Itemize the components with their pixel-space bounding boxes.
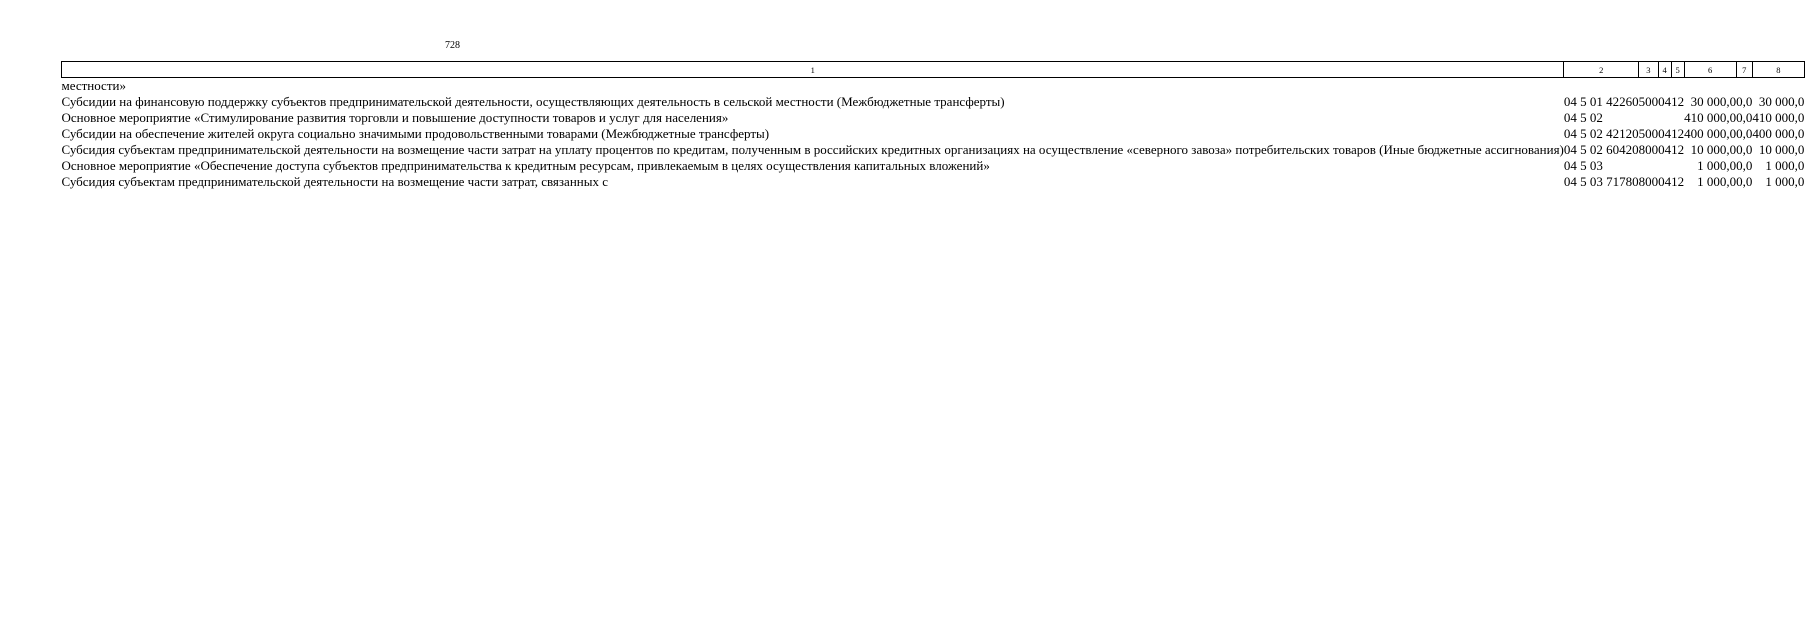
row-value-col6: 1 000,0: [1697, 174, 1737, 189]
row-code: 04 5 02 42120: [1563, 126, 1639, 141]
row-value-col7: 0,0: [1736, 126, 1753, 141]
row-subsection: 12: [1671, 126, 1685, 141]
row-expense-type: [1639, 158, 1659, 174]
table-body: [62, 78, 1805, 191]
row-expense-type: 800: [1638, 142, 1659, 157]
row-subsection: 12: [1671, 142, 1685, 157]
row-value-col6: [1684, 78, 1736, 95]
row-code: 04 5 02 60420: [1563, 142, 1639, 157]
row-value-col6: 1 000,0: [1697, 158, 1737, 173]
row-subsection: [1671, 78, 1684, 95]
column-header: 7: [1736, 62, 1752, 78]
table-row: [62, 174, 1805, 190]
header-row: [62, 62, 1805, 78]
row-expense-type: 500: [1638, 126, 1659, 141]
row-value-col7: 0,0: [1736, 94, 1753, 109]
row-value-col6: 10 000,0: [1690, 142, 1737, 157]
row-value-col8: [1752, 78, 1804, 95]
column-header: 6: [1684, 62, 1736, 78]
budget-table: [61, 61, 1805, 190]
column-header: 5: [1671, 62, 1684, 78]
table-row: [62, 142, 1805, 158]
row-subsection: 12: [1671, 94, 1685, 109]
column-header: 1: [62, 62, 1564, 78]
row-name: Основное мероприятие «Обеспечение доступа субъектов предпринимательства к кредитным ресурсам, привлекаемым в целях осуществления капитальных вложений»: [61, 158, 990, 173]
row-value-col8: 410 000,0: [1752, 110, 1805, 125]
row-subsection: [1671, 110, 1684, 126]
table-row: [62, 126, 1805, 142]
row-section: 04: [1658, 174, 1672, 189]
table-row: [62, 78, 1805, 95]
table-row: [62, 158, 1805, 174]
column-header: 2: [1564, 62, 1639, 78]
row-section: [1658, 78, 1671, 95]
column-header: 4: [1658, 62, 1671, 78]
row-name: Субсидия субъектам предпринимательской деятельности на возмещение части затрат на уплату процентов по кредитам, полученным в российских кредитных организациях на осуществление «северного завоза» потребительских товаров (Иные бюджетные ассигнования): [61, 142, 1564, 157]
column-header: 8: [1752, 62, 1804, 78]
row-value-col7: [1736, 78, 1752, 95]
row-value-col7: 0,0: [1736, 158, 1753, 173]
row-code: 04 5 03: [1563, 158, 1603, 173]
row-value-col7: 0,0: [1736, 110, 1753, 125]
row-name: Основное мероприятие «Стимулирование развития торговли и повышение доступности товаров и услуг для населения»: [61, 110, 729, 125]
row-expense-type: [1639, 78, 1659, 95]
row-value-col8: 1 000,0: [1765, 174, 1805, 189]
page-number: 728: [445, 40, 460, 51]
row-code: 04 5 01 42260: [1563, 94, 1639, 109]
row-value-col8: 1 000,0: [1765, 158, 1805, 173]
table-row: [62, 110, 1805, 126]
row-section: [1658, 158, 1671, 174]
row-value-col6: 30 000,0: [1690, 94, 1737, 109]
row-value-col6: 400 000,0: [1684, 126, 1737, 141]
row-value-col8: 30 000,0: [1758, 94, 1805, 109]
row-subsection: 12: [1671, 174, 1685, 189]
row-section: 04: [1658, 126, 1672, 141]
row-value-col6: 410 000,0: [1684, 110, 1737, 125]
row-name: Субсидии на обеспечение жителей округа социально значимыми продовольственными товарами (Межбюджетные трансферты): [61, 126, 770, 141]
row-section: 04: [1658, 142, 1672, 157]
row-section: 04: [1658, 94, 1672, 109]
row-code: 04 5 03 71780: [1563, 174, 1639, 189]
row-name: местности»: [61, 78, 126, 93]
row-value-col7: 0,0: [1736, 174, 1753, 189]
row-value-col8: 400 000,0: [1752, 126, 1805, 141]
row-expense-type: 800: [1638, 174, 1659, 189]
row-code: 04 5 02: [1563, 110, 1603, 125]
table-row: [62, 94, 1805, 110]
row-subsection: [1671, 158, 1684, 174]
column-header: 3: [1639, 62, 1659, 78]
row-name: Субсидии на финансовую поддержку субъектов предпринимательской деятельности, осуществляющих деятельность в сельской местности (Межбюджетные трансферты): [61, 94, 1005, 109]
row-value-col8: 10 000,0: [1758, 142, 1805, 157]
row-value-col7: 0,0: [1736, 142, 1753, 157]
row-name: Субсидия субъектам предпринимательской деятельности на возмещение части затрат, связанных с: [61, 174, 608, 189]
row-section: [1658, 110, 1671, 126]
row-expense-type: 500: [1638, 94, 1659, 109]
row-expense-type: [1639, 110, 1659, 126]
row-code: [1564, 78, 1639, 95]
